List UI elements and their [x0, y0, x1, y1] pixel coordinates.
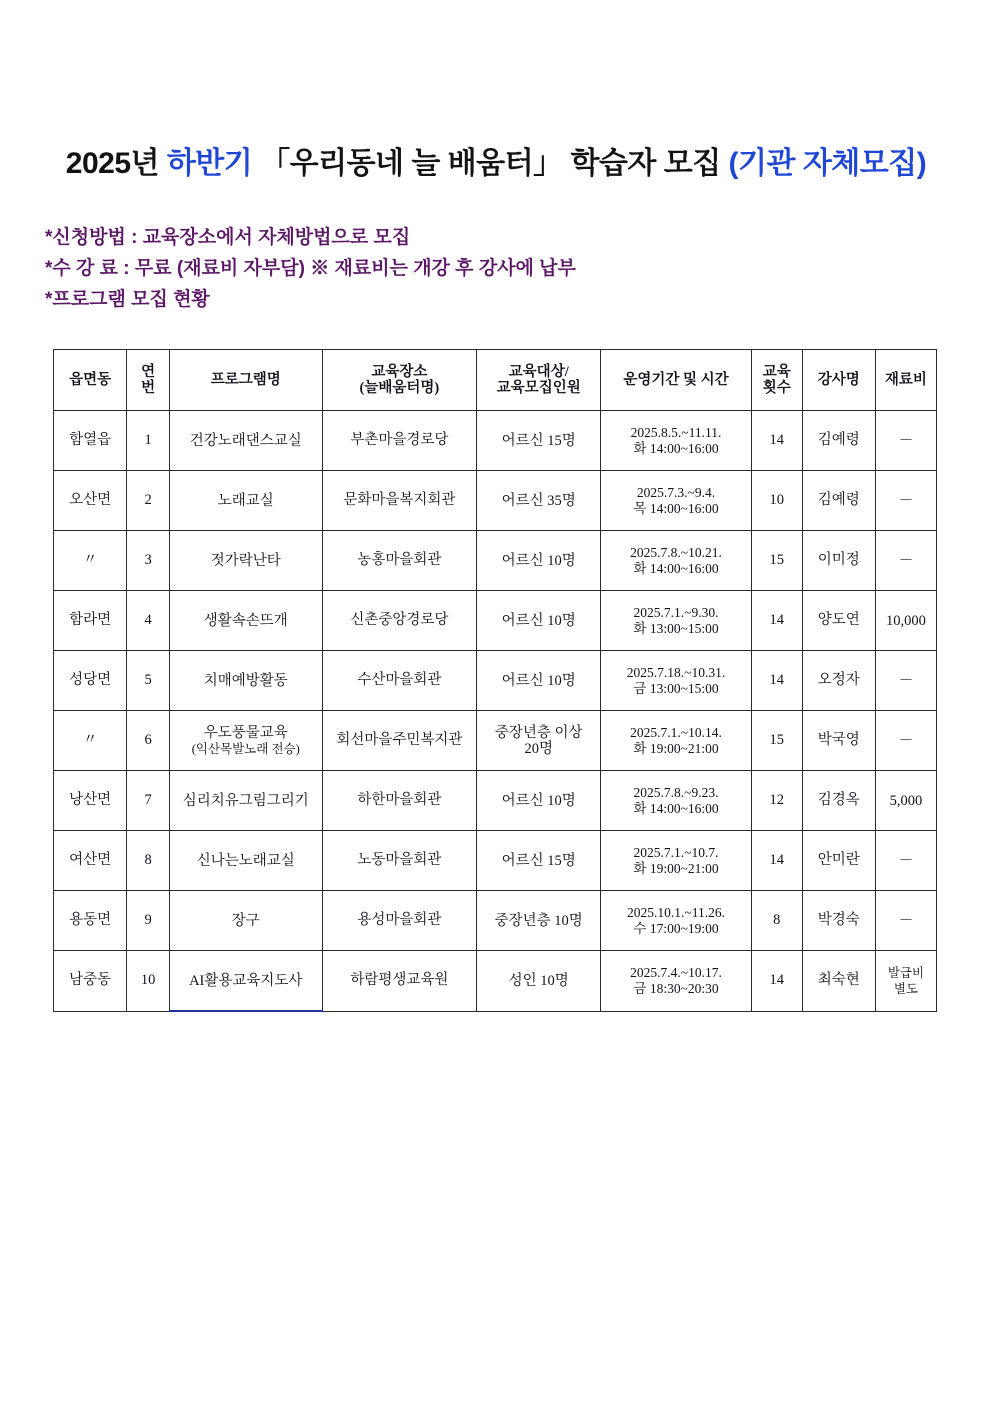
cell-count: 12: [751, 771, 802, 831]
column-header-target-line2: 교육모집인원: [496, 380, 581, 396]
column-header-number-line1: 연: [141, 364, 156, 380]
cell-place: 노동마을회관: [322, 831, 477, 891]
cell-program: [169, 771, 322, 831]
cell-dong: 여산면: [54, 831, 127, 891]
cell-target: [477, 531, 601, 591]
table-row: [54, 651, 937, 711]
cell-program-line2: (익산목발노래 전승): [191, 741, 300, 756]
note-tuition-fee: *수 강 료 : 무료 (재료비 자부담) ※ 재료비는 개강 후 강사에 납부: [45, 258, 576, 279]
cell-count: 14: [751, 411, 802, 471]
cell-program-line1: 심리치유그림그리기: [182, 792, 309, 809]
cell-program-line1: 치매예방활동: [203, 672, 288, 689]
cell-program: [169, 711, 322, 771]
cell-number: 8: [127, 831, 170, 891]
cell-period-time: 화 14:00~16:00: [633, 560, 719, 576]
cell-place: 하람평생교육원: [322, 951, 477, 1012]
cell-target: [477, 831, 601, 891]
table-row: [54, 471, 937, 531]
cell-dong: 〃: [54, 531, 127, 591]
cell-dong: 〃: [54, 711, 127, 771]
cell-fee-line1: －: [898, 432, 914, 449]
cell-target-line2: 20명: [524, 740, 553, 757]
column-header-place-line2: (늘배움터명): [359, 380, 440, 396]
cell-program: [169, 531, 322, 591]
cell-dong: 오산면: [54, 471, 127, 531]
cell-program: [169, 651, 322, 711]
table-row: [54, 891, 937, 951]
cell-target-line1: 어르신 15명: [501, 852, 576, 869]
cell-number: 10: [127, 951, 170, 1012]
note-program-list-heading: *프로그램 모집 현황: [45, 289, 210, 310]
cell-program-line1: AI활용교육지도사: [189, 972, 303, 989]
cell-period: [601, 771, 752, 831]
cell-teacher: 박국영: [802, 711, 875, 771]
cell-count: 14: [751, 651, 802, 711]
title-part-2: 하반기: [166, 147, 261, 180]
column-header-count-line1: 교육: [762, 364, 791, 380]
cell-program: [169, 411, 322, 471]
cell-place: 수산마을회관: [322, 651, 477, 711]
cell-period-dates: 2025.7.3.~9.4.: [636, 484, 716, 500]
cell-period-time: 화 19:00~21:00: [633, 740, 719, 756]
column-header-number: [127, 350, 170, 411]
cell-count: 10: [751, 471, 802, 531]
title-part-1: 2025년: [65, 147, 167, 180]
column-header-target: [477, 350, 601, 411]
cell-period-dates: 2025.8.5.~11.11.: [630, 424, 722, 440]
program-table: [53, 349, 937, 1012]
cell-target-line1: 어르신 10명: [501, 672, 576, 689]
cell-period: [601, 831, 752, 891]
cell-program: [169, 951, 322, 1012]
cell-fee: [875, 591, 936, 651]
cell-teacher: 박경숙: [802, 891, 875, 951]
cell-number: 2: [127, 471, 170, 531]
cell-period-dates: 2025.7.4.~10.17.: [630, 964, 722, 980]
cell-number: 9: [127, 891, 170, 951]
cell-target-line1: 어르신 10명: [501, 792, 576, 809]
cell-dong: 용동면: [54, 891, 127, 951]
cell-teacher: 안미란: [802, 831, 875, 891]
cell-period-dates: 2025.7.1.~10.7.: [633, 844, 719, 860]
cell-fee: [875, 771, 936, 831]
cell-fee: [875, 531, 936, 591]
notes-block: [45, 222, 576, 315]
cell-number: 6: [127, 711, 170, 771]
column-header-dong: 읍면동: [54, 350, 127, 411]
cell-number: 7: [127, 771, 170, 831]
column-header-period: 운영기간 및 시간: [601, 350, 752, 411]
cell-fee: [875, 891, 936, 951]
cell-fee: [875, 951, 936, 1012]
cell-fee-line1: －: [898, 912, 914, 929]
table-row: [54, 831, 937, 891]
cell-teacher: 최숙현: [802, 951, 875, 1012]
cell-period-time: 화 13:00~15:00: [633, 620, 719, 636]
cell-period-dates: 2025.7.8.~9.23.: [633, 784, 719, 800]
cell-period-time: 금 13:00~15:00: [633, 680, 719, 696]
cell-fee: [875, 831, 936, 891]
cell-target: [477, 471, 601, 531]
cell-target-line1: 어르신 10명: [501, 552, 576, 569]
cell-fee-line1: －: [898, 852, 914, 869]
table-header-row: [54, 350, 937, 411]
cell-program-line1: 젓가락난타: [210, 552, 281, 569]
column-header-count: [751, 350, 802, 411]
table-row: [54, 591, 937, 651]
cell-teacher: 이미정: [802, 531, 875, 591]
table-row: [54, 411, 937, 471]
cell-number: 4: [127, 591, 170, 651]
cell-place: 농홍마을회관: [322, 531, 477, 591]
cell-period-time: 화 14:00~16:00: [633, 800, 719, 816]
column-header-count-line2: 횟수: [762, 380, 791, 396]
column-header-target-line1: 교육대상/: [508, 364, 569, 380]
cell-program-line1: 노래교실: [217, 492, 274, 509]
cell-place: 부촌마을경로당: [322, 411, 477, 471]
cell-count: 15: [751, 711, 802, 771]
cell-program-line1: 신나는노래교실: [196, 852, 295, 869]
cell-program-line1: 장구: [231, 912, 260, 929]
cell-program-line1: 생활속손뜨개: [203, 612, 288, 629]
cell-fee-line1: －: [898, 672, 914, 689]
cell-dong: 함열읍: [54, 411, 127, 471]
column-header-fee: 재료비: [875, 350, 936, 411]
title-part-4: (기관 자체모집): [728, 147, 927, 180]
cell-dong: 함라면: [54, 591, 127, 651]
note-application-method: *신청방법 : 교육장소에서 자체방법으로 모집: [45, 227, 411, 248]
cell-period-dates: 2025.7.1.~10.14.: [630, 724, 722, 740]
cell-period-time: 목 14:00~16:00: [633, 500, 719, 516]
table-row: [54, 951, 937, 1012]
cell-target: [477, 951, 601, 1012]
cell-teacher: 김경옥: [802, 771, 875, 831]
cell-fee-line1: －: [898, 492, 914, 509]
cell-teacher: 김예령: [802, 411, 875, 471]
cell-fee-line1: 10,000: [886, 612, 926, 629]
cell-number: 1: [127, 411, 170, 471]
cell-program-line1: 우도풍물교육: [203, 724, 288, 741]
cell-period-dates: 2025.7.18.~10.31.: [626, 664, 726, 680]
title-part-3: 「우리동네 늘 배움터」 학습자 모집: [260, 147, 729, 180]
cell-target-line1: 어르신 35명: [501, 492, 576, 509]
cell-fee-line1: 5,000: [889, 792, 923, 809]
cell-fee: [875, 411, 936, 471]
cell-period-dates: 2025.10.1.~11.26.: [627, 904, 725, 920]
page-title: [0, 138, 992, 182]
column-header-number-line2: 번: [141, 380, 156, 396]
cell-count: 8: [751, 891, 802, 951]
cell-place: 용성마을회관: [322, 891, 477, 951]
cell-fee-line1: －: [898, 732, 914, 749]
cell-period: [601, 951, 752, 1012]
program-table-container: [53, 349, 937, 1012]
cell-teacher: 양도연: [802, 591, 875, 651]
cell-count: 15: [751, 531, 802, 591]
cell-period: [601, 411, 752, 471]
cell-period: [601, 891, 752, 951]
table-row: [54, 771, 937, 831]
cell-period: [601, 471, 752, 531]
cell-place: 하한마을회관: [322, 771, 477, 831]
cell-fee-line2: 별도: [893, 981, 919, 996]
cell-count: 14: [751, 591, 802, 651]
cell-place: 신촌중앙경로당: [322, 591, 477, 651]
cell-period: [601, 591, 752, 651]
cell-target-line1: 어르신 15명: [501, 432, 576, 449]
cell-target: [477, 651, 601, 711]
cell-program: [169, 831, 322, 891]
cell-target-line1: 어르신 10명: [501, 612, 576, 629]
cell-program: [169, 591, 322, 651]
cell-target: [477, 411, 601, 471]
cell-period: [601, 711, 752, 771]
column-header-program: 프로그램명: [169, 350, 322, 411]
cell-period-time: 수 17:00~19:00: [633, 920, 719, 936]
cell-teacher: 김예령: [802, 471, 875, 531]
cell-target: [477, 591, 601, 651]
cell-period-time: 화 14:00~16:00: [633, 440, 719, 456]
column-header-place-line1: 교육장소: [371, 364, 428, 380]
cell-period-time: 금 18:30~20:30: [633, 980, 719, 996]
cell-dong: 남중동: [54, 951, 127, 1012]
cell-period-dates: 2025.7.1.~9.30.: [633, 604, 719, 620]
cell-fee: [875, 711, 936, 771]
column-header-place: [322, 350, 477, 411]
cell-program: [169, 471, 322, 531]
cell-target-line1: 중장년층 이상: [494, 724, 583, 741]
cell-target: [477, 771, 601, 831]
cell-target: [477, 711, 601, 771]
cell-period-dates: 2025.7.8.~10.21.: [630, 544, 722, 560]
cell-teacher: 오정자: [802, 651, 875, 711]
cell-count: 14: [751, 831, 802, 891]
cell-dong: 성당면: [54, 651, 127, 711]
cell-number: 5: [127, 651, 170, 711]
cell-target: [477, 891, 601, 951]
cell-number: 3: [127, 531, 170, 591]
cell-period: [601, 651, 752, 711]
cell-target-line1: 성인 10명: [508, 972, 569, 989]
cell-place: 문화마을복지회관: [322, 471, 477, 531]
cell-dong: 낭산면: [54, 771, 127, 831]
cell-fee-line1: 발급비: [887, 965, 925, 980]
cell-count: 14: [751, 951, 802, 1012]
table-row: [54, 531, 937, 591]
table-row: [54, 711, 937, 771]
cell-program-line1: 건강노래댄스교실: [189, 432, 302, 449]
cell-place: 회선마을주민복지관: [322, 711, 477, 771]
cell-fee: [875, 651, 936, 711]
cell-fee: [875, 471, 936, 531]
cell-fee-line1: －: [898, 552, 914, 569]
cell-period-time: 화 19:00~21:00: [633, 860, 719, 876]
cell-period: [601, 531, 752, 591]
cell-program: [169, 891, 322, 951]
column-header-teacher: 강사명: [802, 350, 875, 411]
cell-target-line1: 중장년층 10명: [494, 912, 583, 929]
